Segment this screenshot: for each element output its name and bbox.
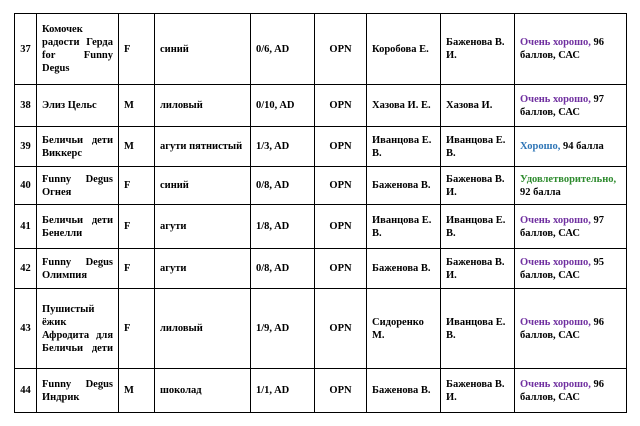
table-row [15, 14, 627, 85]
class-status: OPN [315, 289, 367, 369]
grade-score: 96 баллов, САС [520, 37, 605, 61]
sex: F [119, 289, 155, 369]
grade-word: Очень хорошо, [520, 378, 591, 390]
breeder: Баженова В. [367, 369, 441, 413]
grade [515, 289, 627, 369]
grade [515, 14, 627, 85]
sex: F [119, 14, 155, 85]
breeder: Иванцова Е. В. [367, 127, 441, 167]
coat-color: агути пятнистый [155, 127, 251, 167]
row-number: 43 [15, 289, 37, 369]
class-status: OPN [315, 167, 367, 205]
table-row [15, 205, 627, 249]
animal-name: Комочек радости Герда for Funny Degus [37, 14, 119, 85]
class-status: OPN [315, 369, 367, 413]
sex: M [119, 85, 155, 127]
table-row [15, 167, 627, 205]
breeder: Сидоренко М. [367, 289, 441, 369]
owner: Баженова В. И. [441, 14, 515, 85]
class-status: OPN [315, 249, 367, 289]
row-number: 38 [15, 85, 37, 127]
grade [515, 205, 627, 249]
table-row [15, 85, 627, 127]
owner: Баженова В. И. [441, 369, 515, 413]
sex: F [119, 249, 155, 289]
coat-color: агути [155, 205, 251, 249]
breeder: Хазова И. Е. [367, 85, 441, 127]
grade-score: 94 балла [560, 141, 604, 152]
sex: F [119, 167, 155, 205]
class-status: OPN [315, 127, 367, 167]
grade-word: Очень хорошо, [520, 256, 591, 268]
table-row [15, 127, 627, 167]
grade [515, 127, 627, 167]
registry-number: 0/8, AD [251, 249, 315, 289]
grade-word: Очень хорошо, [520, 37, 591, 48]
class-status: OPN [315, 14, 367, 85]
table-row [15, 369, 627, 413]
animal-name: Элиз Цельс [37, 85, 119, 127]
grade-score: 95 баллов, САС [520, 256, 605, 281]
animal-name: Пушистый ёжик Афродита для Беличьи дети [37, 289, 119, 369]
breeder: Баженова В. [367, 249, 441, 289]
row-number: 42 [15, 249, 37, 289]
class-status: OPN [315, 85, 367, 127]
table-row [15, 289, 627, 369]
row-number: 40 [15, 167, 37, 205]
row-number: 39 [15, 127, 37, 167]
breeder: Иванцова Е. В. [367, 205, 441, 249]
owner: Иванцова Е. В. [441, 127, 515, 167]
grade-score: 97 баллов, САС [520, 93, 605, 118]
coat-color: синий [155, 167, 251, 205]
sex: F [119, 205, 155, 249]
grade-word: Очень хорошо, [520, 93, 591, 105]
grade [515, 369, 627, 413]
grade-score: 96 баллов, САС [520, 316, 605, 341]
registry-number: 0/8, AD [251, 167, 315, 205]
owner: Иванцова Е. В. [441, 289, 515, 369]
row-number: 41 [15, 205, 37, 249]
row-number: 44 [15, 369, 37, 413]
breeder: Баженова В. [367, 167, 441, 205]
grade [515, 167, 627, 205]
coat-color: лиловый [155, 289, 251, 369]
animal-name: Беличьи дети Виккерс [37, 127, 119, 167]
grade-score: 92 балла [520, 186, 561, 198]
grade-word: Хорошо, [520, 141, 561, 152]
animal-name: Funny Degus Индрик [37, 369, 119, 413]
registry-number: 1/1, AD [251, 369, 315, 413]
owner: Хазова И. [441, 85, 515, 127]
coat-color: агути [155, 249, 251, 289]
results-table [14, 13, 627, 413]
registry-number: 1/8, AD [251, 205, 315, 249]
registry-number: 1/3, AD [251, 127, 315, 167]
registry-number: 0/10, AD [251, 85, 315, 127]
owner: Иванцова Е. В. [441, 205, 515, 249]
grade [515, 249, 627, 289]
registry-number: 1/9, AD [251, 289, 315, 369]
animal-name: Беличьи дети Бенелли [37, 205, 119, 249]
breeder: Коробова Е. [367, 14, 441, 85]
grade-score: 96 баллов, САС [520, 378, 605, 403]
coat-color: шоколад [155, 369, 251, 413]
grade-word: Очень хорошо, [520, 316, 591, 328]
grade-word: Очень хорошо, [520, 214, 591, 226]
grade-word: Удовлетворительно, [520, 173, 617, 185]
coat-color: лиловый [155, 85, 251, 127]
table-row [15, 249, 627, 289]
owner: Баженова В. И. [441, 249, 515, 289]
animal-name: Funny Degus Олимпия [37, 249, 119, 289]
sex: M [119, 369, 155, 413]
grade-score: 97 баллов, САС [520, 214, 605, 239]
row-number: 37 [15, 14, 37, 85]
registry-number: 0/6, AD [251, 14, 315, 85]
coat-color: синий [155, 14, 251, 85]
grade [515, 85, 627, 127]
animal-name: Funny Degus Огнея [37, 167, 119, 205]
owner: Баженова В. И. [441, 167, 515, 205]
class-status: OPN [315, 205, 367, 249]
sex: M [119, 127, 155, 167]
